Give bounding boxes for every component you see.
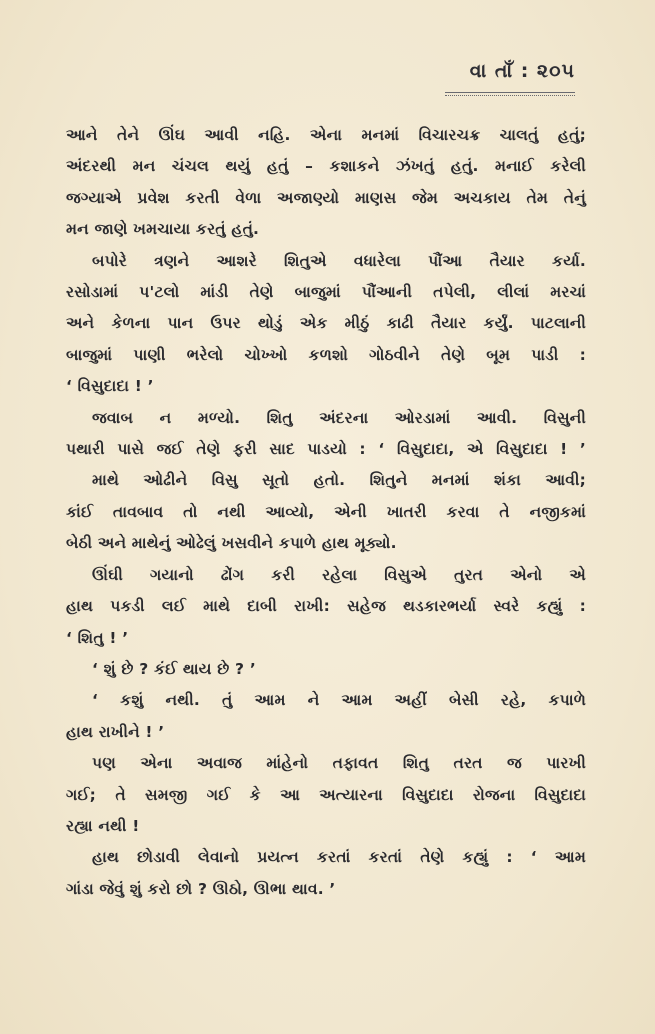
text-line: રહ્યા નથી ! — [66, 816, 140, 835]
text-line: ઊંઘી ગયાનો ઢોંગ કરી રહેલા વિસુએ તુરત એનો એ — [92, 565, 586, 584]
paragraph — [66, 403, 586, 466]
page-body — [66, 120, 586, 905]
paragraph — [66, 685, 586, 748]
paragraph — [66, 465, 586, 559]
running-head: વા તાઁ : ૨૦૫ — [469, 60, 575, 82]
text-line: જવાબ ન મળ્યો. શિતુ અંદરના ઓરડામાં આવી. વિસુની — [92, 408, 586, 427]
text-line: ‘ કશું નથી. તું આમ ને આમ અહીં બેસી રહે, કપાળે — [92, 691, 586, 710]
text-line: હાથ પકડી લઈ માથે દાબી રાખી: સહેજ થડકારભર્યા સ્વરે કહ્યું : — [66, 597, 586, 616]
text-line: બાજુમાં પાણી ભરેલો ચોખ્ખો કળશો ગોઠવીને તેણે બૂમ પાડી : — [66, 345, 586, 364]
text-line: માથે ઓઢીને વિસુ સૂતો હતો. શિતુને મનમાં શંકા આવી; — [92, 471, 586, 490]
paragraph — [66, 654, 586, 685]
running-head-rule — [445, 92, 575, 96]
text-line: જગ્યાએ પ્રવેશ કરતી વેળા અજાણ્યો માણસ જેમ અચકાય તેમ તેનું — [66, 188, 586, 207]
text-line: ‘ શું છે ? કંઈ થાય છે ? ’ — [92, 659, 256, 678]
text-line: ગાંડા જેવું શું કરો છો ? ઊઠો, ઊભા થાવ. ’ — [66, 879, 336, 898]
paragraph — [66, 246, 586, 403]
text-line: કાંઈ તાવબાવ તો નથી આવ્યો, એની ખાતરી કરવા તે નજીકમાં — [66, 502, 586, 521]
text-line: હાથ છોડાવી લેવાનો પ્રયત્ન કરતાં કરતાં તેણે કહ્યું : ‘ આમ — [92, 848, 586, 867]
text-line: રસોડામાં પ'ટલો માંડી તેણે બાજુમાં પૌંઆની તપેલી, લીલાં મરચાં — [66, 283, 586, 302]
text-line: ગઈ; તે સમજી ગઈ કે આ અત્યારના વિસુદાદા રોજના વિસુદાદા — [66, 785, 586, 804]
text-line: ‘ વિસુદાદા ! ’ — [66, 377, 154, 396]
paragraph — [66, 560, 586, 654]
paragraph — [66, 120, 586, 246]
text-line: અને કેળના પાન ઉપર થોડું એક મીઠું કાઢી તૈયાર કર્યું. પાટલાની — [66, 314, 586, 333]
text-line: આને તેને ઊંઘ આવી નહિ. એના મનમાં વિચારચક્ર ચાલતું હતું; — [66, 126, 586, 144]
text-line: હાથ રાખીને ! ’ — [66, 722, 165, 741]
text-line: પણ એના અવાજ માંહેનો તફાવત શિતુ તરત જ પારખી — [92, 754, 586, 773]
text-line: ‘ શિતુ ! ’ — [66, 628, 129, 647]
paragraph — [66, 748, 586, 842]
text-line: પથારી પાસે જઈ તેણે ફરી સાદ પાડયો : ‘ વિસુદાદા, એ વિસુદાદા ! ’ — [66, 440, 586, 459]
text-line: બેઠી અને માથેનું ઓઢેલું ખસવીને કપાળે હાથ મૂક્યો. — [66, 534, 397, 553]
text-line: બપોરે ત્રણને આશરે શિતુએ વધારેલા પૌંઆ તૈયાર કર્યા. — [92, 251, 586, 270]
paragraph — [66, 842, 586, 905]
text-line: અંદરથી મન ચંચલ થયું હતું – કશાકને ઝંખતું હતું. મનાઈ કરેલી — [66, 157, 586, 176]
text-line: મન જાણે ખમચાયા કરતું હતું. — [66, 220, 260, 239]
